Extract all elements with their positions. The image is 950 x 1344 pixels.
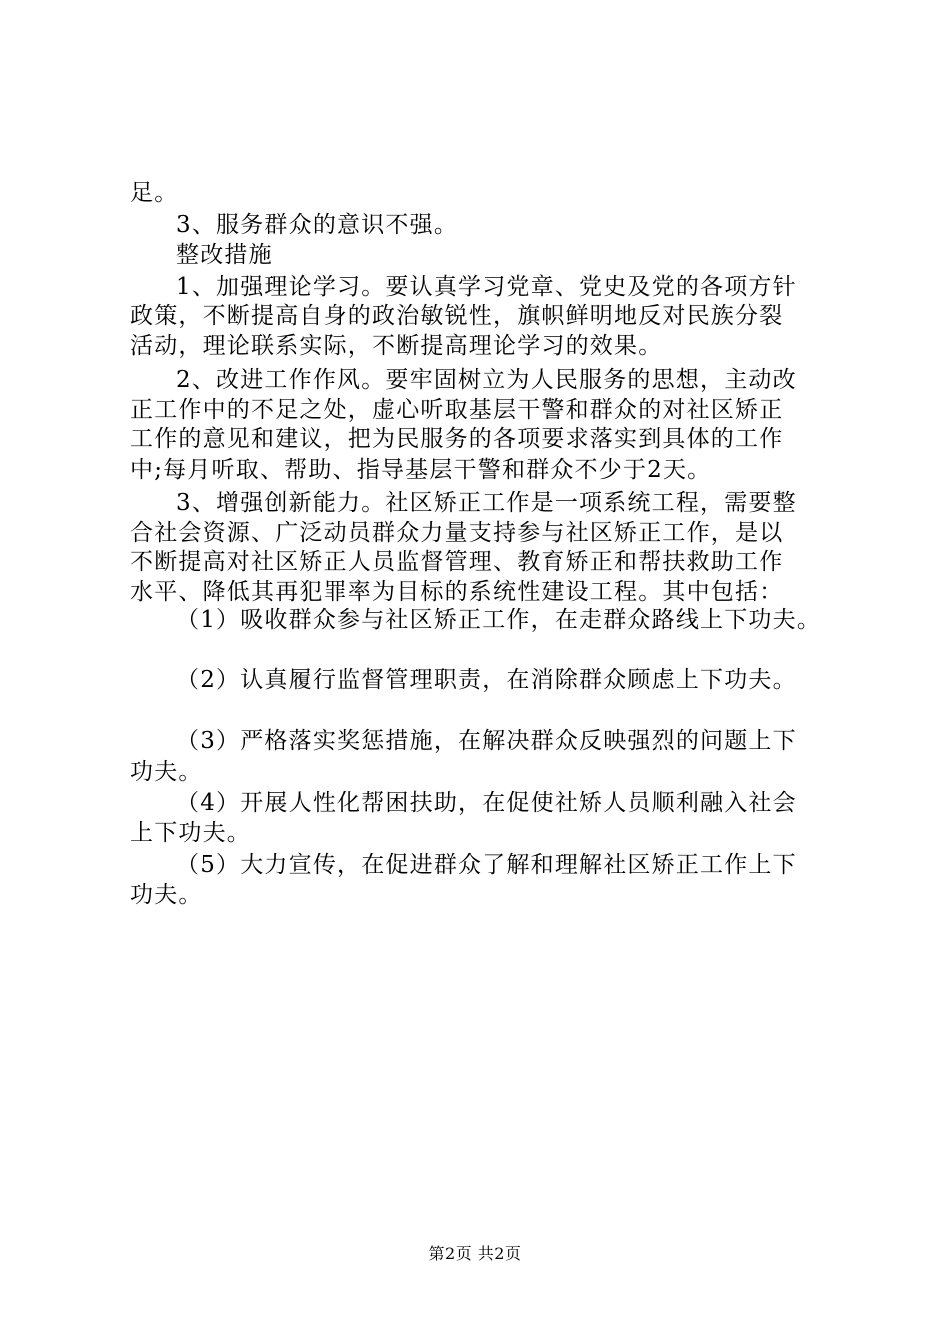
list-item: （4）开展人性化帮困扶助，在促使社矫人员顺利融入社会 [176, 790, 797, 816]
text-line: 功夫。 [130, 882, 203, 908]
text-line: 合社会资源、广泛动员群众力量支持参与社区矫正工作，是以 [130, 520, 784, 546]
text-line: 3、增强创新能力。社区矫正工作是一项系统工程，需要整 [176, 490, 797, 516]
text-line: 3、服务群众的意识不强。 [176, 212, 459, 238]
text-line: 上下功夫。 [130, 820, 251, 846]
text-line: 中;每月听取、帮助、指导基层干警和群众不少于2天。 [130, 457, 712, 483]
page-number-footer: 第2页 共2页 [428, 1244, 522, 1263]
text-line: 正工作中的不足之处，虚心听取基层干警和群众的对社区矫正 [130, 397, 784, 423]
text-line: 水平、降低其再犯罪率为目标的系统性建设工程。其中包括： [130, 579, 784, 605]
text-line: 1、加强理论学习。要认真学习党章、党史及党的各项方针 [176, 274, 797, 300]
text-line: 活动，理论联系实际，不断提高理论学习的效果。 [130, 333, 663, 359]
text-line: 政策，不断提高自身的政治敏锐性，旗帜鲜明地反对民族分裂 [130, 303, 784, 329]
text-line: 足。 [130, 180, 179, 206]
text-line: 功夫。 [130, 759, 203, 785]
list-item: （1）吸收群众参与社区矫正工作，在走群众路线上下功夫。 [176, 607, 822, 633]
list-item: （3）严格落实奖惩措施，在解决群众反映强烈的问题上下 [176, 728, 797, 754]
list-item: （2）认真履行监督管理职责，在消除群众顾虑上下功夫。 [176, 667, 797, 693]
text-line: 不断提高对社区矫正人员监督管理、教育矫正和帮扶救助工作 [130, 549, 784, 575]
text-line: 工作的意见和建议，把为民服务的各项要求落实到具体的工作 [130, 426, 784, 452]
section-heading: 整改措施 [176, 242, 273, 268]
list-item: （5）大力宣传，在促进群众了解和理解社区矫正工作上下 [176, 852, 797, 878]
text-line: 2、改进工作作风。要牢固树立为人民服务的思想，主动改 [176, 367, 797, 393]
